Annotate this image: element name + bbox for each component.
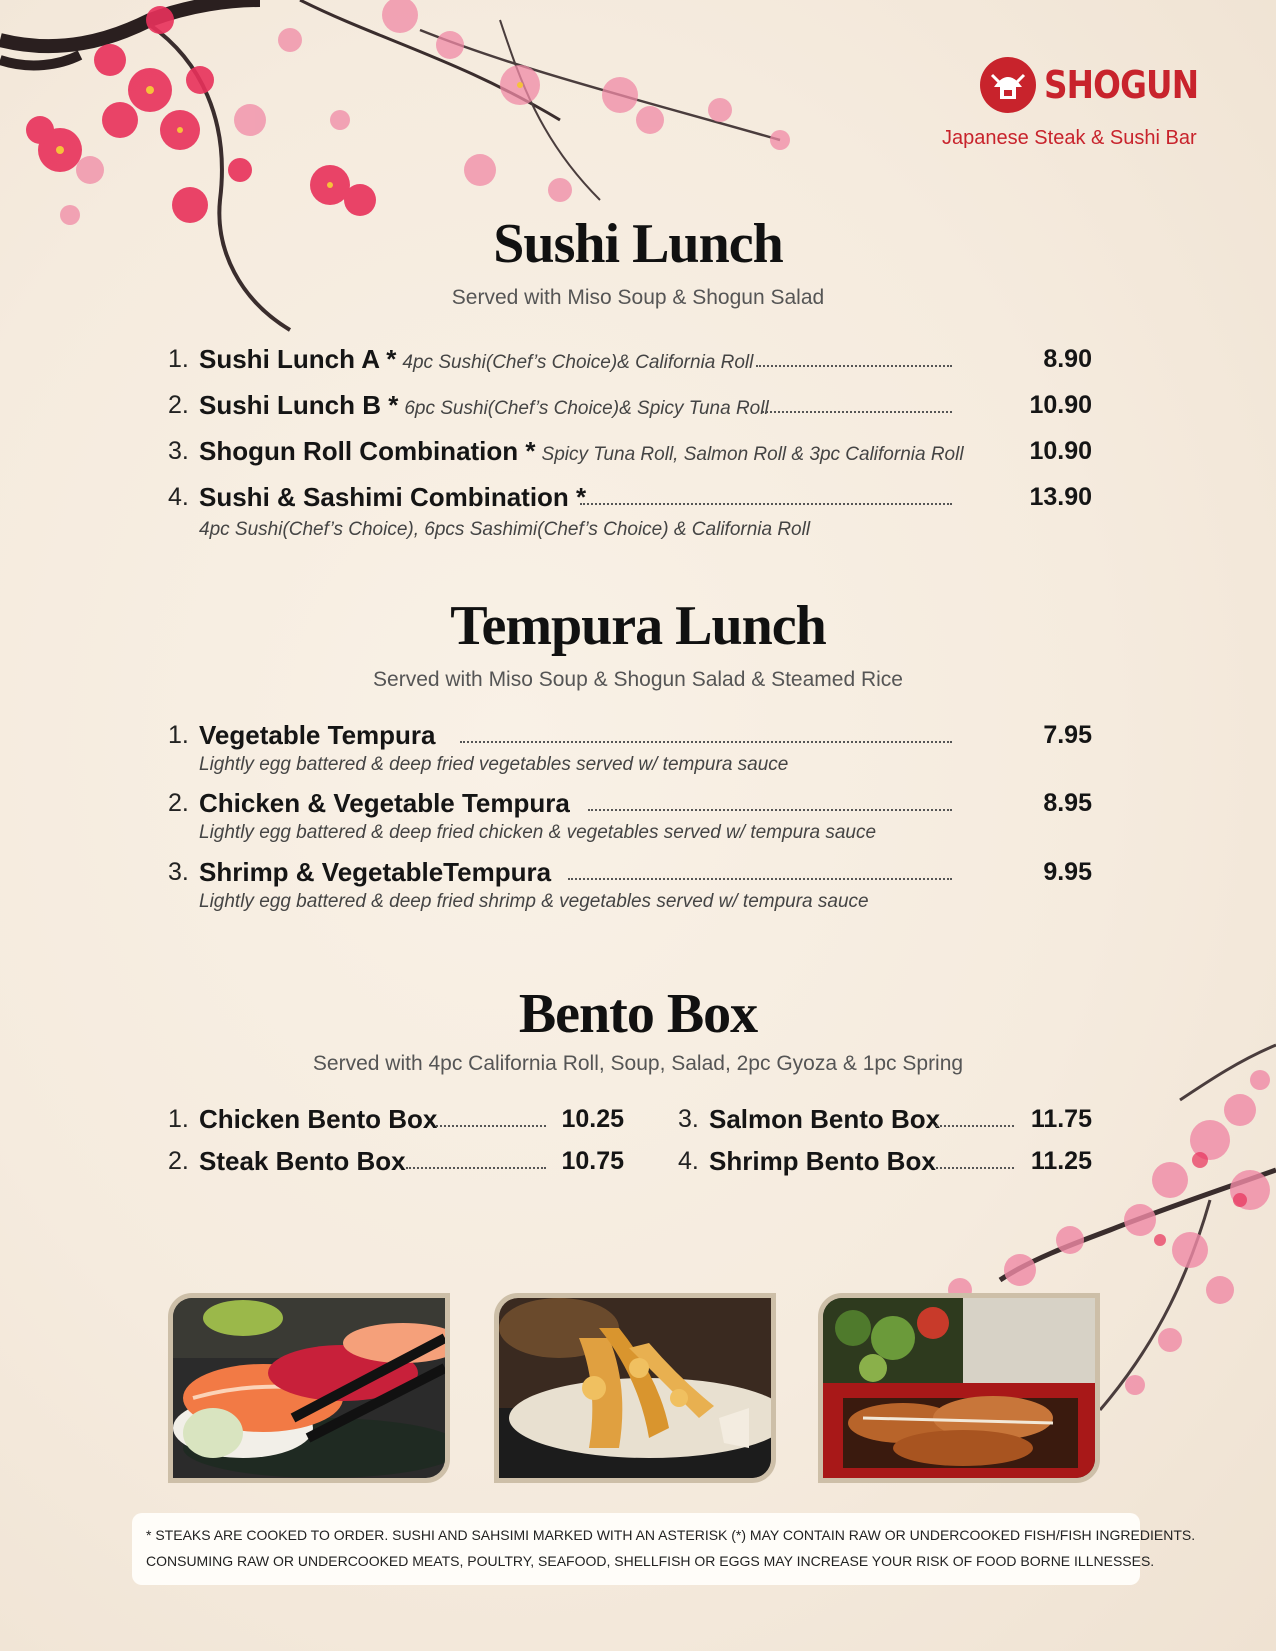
item-description: 4pc Sushi(Chef’s Choice)& California Roll bbox=[402, 352, 754, 373]
section-subtitle-sushi-lunch: Served with Miso Soup & Shogun Salad bbox=[451, 286, 825, 309]
dot-leader bbox=[580, 503, 952, 505]
disclaimer-line-2: CONSUMING RAW OR UNDERCOOKED MEATS, POULTRY, SEAFOOD, SHELLFISH OR EGGS MAY INCREASE YOUR RISK OF FOOD BORNE ILLNESSES. bbox=[146, 1553, 1155, 1569]
item-price: 11.25 bbox=[1030, 1147, 1092, 1175]
item-description: Lightly egg battered & deep fried chicken & vegetables served w/ tempura sauce bbox=[199, 822, 877, 843]
item-number: 4. bbox=[168, 483, 189, 511]
item-name: Sushi Lunch B * 6pc Sushi(Chef’s Choice)& Spicy Tuna Roll bbox=[199, 390, 769, 420]
menu-item bbox=[678, 1147, 1092, 1183]
section-title-tempura-lunch: Tempura Lunch bbox=[450, 595, 826, 657]
dot-leader bbox=[588, 809, 952, 811]
item-price: 11.75 bbox=[1030, 1105, 1092, 1133]
menu-item bbox=[168, 345, 1092, 381]
dot-leader bbox=[756, 365, 952, 367]
item-name: Salmon Bento Box bbox=[709, 1104, 941, 1134]
brand-tagline: Japanese Steak & Sushi Bar bbox=[942, 127, 1197, 149]
dot-leader bbox=[436, 1125, 546, 1127]
disclaimer-box bbox=[132, 1513, 1196, 1585]
item-number: 1. bbox=[168, 721, 189, 749]
item-name: Shrimp Bento Box bbox=[709, 1146, 936, 1176]
item-name: Shrimp & VegetableTempura bbox=[199, 857, 552, 887]
menu-item bbox=[168, 1105, 624, 1141]
dot-leader bbox=[936, 1125, 1014, 1127]
item-number: 2. bbox=[168, 391, 189, 419]
item-name: Sushi & Sashimi Combination * bbox=[199, 482, 587, 512]
bento-photo bbox=[818, 1293, 1100, 1483]
menu-item bbox=[168, 789, 1092, 825]
item-number: 1. bbox=[168, 345, 189, 373]
section-subtitle-tempura-lunch: Served with Miso Soup & Shogun Salad & Steamed Rice bbox=[373, 668, 903, 691]
item-price: 10.90 bbox=[1029, 391, 1092, 419]
item-price: 8.90 bbox=[1043, 345, 1092, 373]
section-title-sushi-lunch: Sushi Lunch bbox=[493, 213, 783, 275]
item-price: 9.95 bbox=[1043, 858, 1092, 886]
item-price: 13.90 bbox=[1029, 483, 1092, 511]
item-description: Lightly egg battered & deep fried shrimp & vegetables served w/ tempura sauce bbox=[199, 891, 869, 912]
section-title-bento-box: Bento Box bbox=[518, 983, 758, 1045]
menu-item bbox=[168, 391, 1092, 427]
item-description: 4pc Sushi(Chef’s Choice), 6pcs Sashimi(Chef’s Choice) & California Roll bbox=[199, 519, 811, 540]
item-number: 4. bbox=[678, 1147, 699, 1175]
menu-item bbox=[168, 483, 1092, 519]
dot-leader bbox=[568, 878, 952, 880]
item-number: 1. bbox=[168, 1105, 189, 1133]
samurai-helmet-icon bbox=[980, 57, 1036, 113]
item-number: 3. bbox=[168, 437, 189, 465]
tempura-photo bbox=[494, 1293, 776, 1483]
item-name: Chicken Bento Box bbox=[199, 1104, 438, 1134]
menu-item bbox=[168, 858, 1092, 894]
item-price: 8.95 bbox=[1043, 789, 1092, 817]
item-price: 7.95 bbox=[1043, 721, 1092, 749]
item-number: 3. bbox=[678, 1105, 699, 1133]
item-name: Steak Bento Box bbox=[199, 1146, 406, 1176]
item-number: 3. bbox=[168, 858, 189, 886]
item-description: Lightly egg battered & deep fried vegetables served w/ tempura sauce bbox=[199, 754, 789, 775]
menu-item bbox=[168, 437, 1092, 473]
item-description: 6pc Sushi(Chef’s Choice)& Spicy Tuna Roll bbox=[404, 398, 769, 419]
dot-leader bbox=[762, 411, 952, 413]
item-price: 10.90 bbox=[1029, 437, 1092, 465]
item-name: Chicken & Vegetable Tempura bbox=[199, 788, 570, 818]
menu-item bbox=[168, 1147, 624, 1183]
brand-name: SHOGUN bbox=[1044, 63, 1199, 107]
item-description: Spicy Tuna Roll, Salmon Roll & 3pc California Roll bbox=[541, 444, 964, 465]
section-subtitle-bento-box: Served with 4pc California Roll, Soup, Salad, 2pc Gyoza & 1pc Spring bbox=[312, 1052, 964, 1075]
item-name: Vegetable Tempura bbox=[199, 720, 436, 750]
disclaimer-line-1: * STEAKS ARE COOKED TO ORDER. SUSHI AND SAHSIMI MARKED WITH AN ASTERISK (*) MAY CONTAIN RAW OR UNDERCOOKED FISH/FISH INGREDIENTS. bbox=[146, 1527, 1196, 1543]
menu-item bbox=[168, 721, 1092, 757]
dot-leader bbox=[460, 741, 952, 743]
dot-leader bbox=[406, 1167, 546, 1169]
item-price: 10.75 bbox=[561, 1147, 624, 1175]
dot-leader bbox=[936, 1167, 1014, 1169]
item-name: Sushi Lunch A * 4pc Sushi(Chef’s Choice)& California Roll bbox=[199, 344, 754, 374]
item-name: Shogun Roll Combination * Spicy Tuna Roll, Salmon Roll & 3pc California Roll bbox=[199, 436, 964, 466]
item-price: 10.25 bbox=[561, 1105, 624, 1133]
item-number: 2. bbox=[168, 789, 189, 817]
item-number: 2. bbox=[168, 1147, 189, 1175]
sushi-photo bbox=[168, 1293, 450, 1483]
menu-item bbox=[678, 1105, 1092, 1141]
